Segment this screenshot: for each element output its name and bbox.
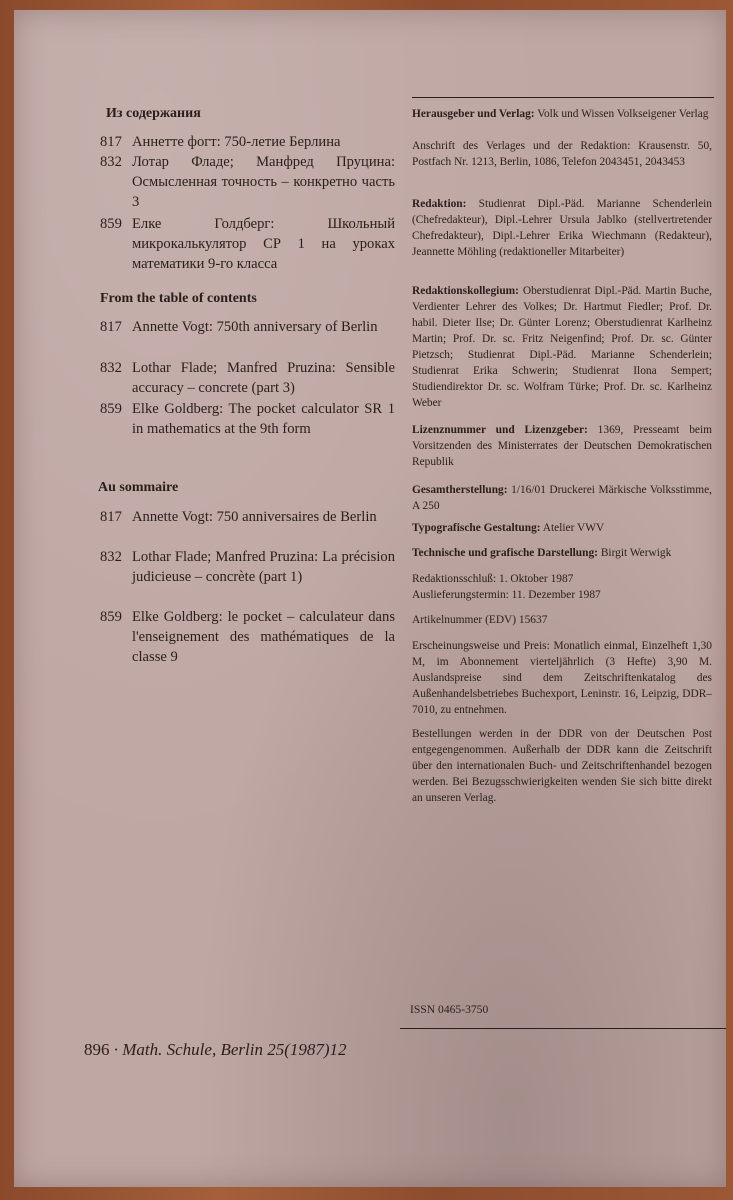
typografie-block (412, 520, 712, 536)
tech-text: Birgit Werwigk (600, 547, 672, 559)
gesamt-label: Gesamtherstellung: (412, 484, 508, 496)
toc-page-number: 859 (100, 609, 122, 625)
auslieferungstermin: Auslieferungstermin: 11. Dezember 1987 (412, 589, 601, 601)
toc-page-number: 832 (100, 154, 122, 170)
kollegium-block (412, 283, 712, 411)
journal-citation: Math. Schule, Berlin 25(1987)12 (122, 1040, 347, 1059)
top-rule (412, 97, 714, 98)
toc-title: Аннетте фогт: 750-летие Берлина (132, 134, 341, 150)
redaktionsschluss: Redaktionsschluß: 1. Oktober 1987 (412, 573, 574, 585)
publisher-text: Volk und Wissen Volkseigener Verlag (537, 108, 709, 120)
kollegium-text: Oberstudienrat Dipl.-Päd. Martin Buche, Verdienter Lehrer des Volkes; Dr. Hartmut Fiedler; Prof. Dr. habil. Dieter Ilse; Dr. Günter Lorenz; Oberstudienrat Karlheinz Martin; Prof. Dr. sc. Fritz Neigenfind; Prof. Dr. sc. Günter Pietzsch; Studienrat Dipl.-Päd. Marianne Schenderlein; Studienrat Erika Schwerin; Studienrat Ilona Sempert; Studiendirektor Dr. sc. Wolfram Türke; Prof. Dr. sc. Karlheinz Weber (412, 285, 712, 409)
kollegium-label: Redaktionskollegium: (412, 285, 519, 297)
toc-title: Annette Vogt: 750 anniversaires de Berlin (132, 509, 377, 525)
toc-entry (100, 399, 395, 439)
price-block: Erscheinungsweise und Preis: Monatlich einmal, Einzelheft 1,30 M, im Abonnement vierteljährlich (3 Hefte) 3,90 M. Auslandspreise sind dem Zeitschriftenkatalog des Außenhandelsbetriebes Buchexport, Leninstr. 16, Leipzig, DDR–7010, zu entnehmen. (412, 640, 712, 716)
page-number: 896 (84, 1040, 110, 1059)
artikelnummer: Artikelnummer (EDV) 15637 (412, 614, 548, 626)
gesamtherstellung-block (412, 482, 712, 514)
bottom-rule (400, 1028, 726, 1029)
toc-title: Елке Голдберг: Школьный микрокалькулятор СР 1 на уроках математики 9-го класса (132, 216, 395, 272)
toc-entry (100, 547, 395, 587)
darstellung-block (412, 545, 712, 561)
typo-text: Atelier VWV (542, 522, 605, 534)
lizenz-block (412, 422, 712, 470)
toc-page-number: 817 (100, 134, 122, 150)
toc-title: Annette Vogt: 750th anniversary of Berlin (132, 319, 378, 335)
toc-entry (100, 214, 395, 274)
toc-page-number: 859 (100, 216, 122, 232)
document-page (14, 10, 726, 1187)
french-heading: Au sommaire (98, 480, 179, 495)
footer-separator: · (113, 1040, 118, 1059)
redaktion-label: Redaktion: (412, 198, 467, 210)
toc-entry (100, 358, 395, 398)
english-heading: From the table of contents (100, 291, 257, 306)
lizenz-label: Lizenznummer und Lizenzgeber: (412, 424, 588, 436)
toc-page-number: 832 (100, 360, 122, 376)
publisher-block (412, 106, 712, 122)
toc-page-number: 859 (100, 401, 122, 417)
ordering-block: Bestellungen werden in der DDR von der Deutschen Post entgegengenommen. Außerhalb der DDR kann die Zeitschrift über den internationalen Buch- und Zeitschriftenhandel bezogen werden. Bei Bezugsschwierigkeiten wenden Sie sich bitte direkt an unseren Verlag. (412, 728, 712, 804)
lizenz-text: 1369, Presseamt beim Vorsitzenden des Ministerrates der Deutschen Demokratischen Republik (412, 424, 712, 468)
toc-page-number: 817 (100, 319, 122, 335)
publisher-label: Herausgeber und Verlag: (412, 108, 535, 120)
gesamt-text: 1/16/01 Druckerei Märkische Volksstimme, A 250 (412, 484, 712, 512)
toc-title: Elke Goldberg: The pocket calculator SR 1 in mathematics at the 9th form (132, 401, 395, 437)
toc-entry (100, 132, 395, 152)
toc-title: Лотар Фладе; Манфред Пруцина: Осмысленная точность – конкретно часть 3 (132, 154, 395, 210)
toc-entry (100, 317, 395, 337)
toc-title: Elke Goldberg: le pocket – calculateur dans l'enseignement des mathématiques de la classe 9 (132, 609, 395, 665)
tech-label: Technische und grafische Darstellung: (412, 547, 598, 559)
toc-title: Lothar Flade; Manfred Pruzina: Sensible accuracy – concrete (part 3) (132, 360, 395, 396)
toc-page-number: 817 (100, 509, 122, 525)
toc-title: Lothar Flade; Manfred Pruzina: La précision judicieuse – concrète (part 1) (132, 549, 395, 585)
issn: ISSN 0465-3750 (410, 1003, 489, 1016)
toc-entry (100, 152, 395, 212)
russian-heading: Из содержания (106, 106, 201, 121)
toc-entry (100, 607, 395, 667)
redaktion-text: Studienrat Dipl.-Päd. Marianne Schenderlein (Chefredakteur), Dipl.-Lehrer Ursula Jablko (stellvertretender Chefredakteur), Dipl.-Lehrer Erika Wiechmann (Redakteur), Jeannette Möhling (redaktioneller Mitarbeiter) (412, 198, 712, 258)
redaktion-block (412, 196, 712, 260)
address-block: Anschrift des Verlages und der Redaktion: Krausenstr. 50, Postfach Nr. 1213, Berlin, 1086, Telefon 2043451, 2043453 (412, 140, 712, 168)
toc-page-number: 832 (100, 549, 122, 565)
page-footer (84, 1040, 347, 1060)
toc-entry (100, 507, 395, 527)
typo-label: Typografische Gestaltung: (412, 522, 541, 534)
